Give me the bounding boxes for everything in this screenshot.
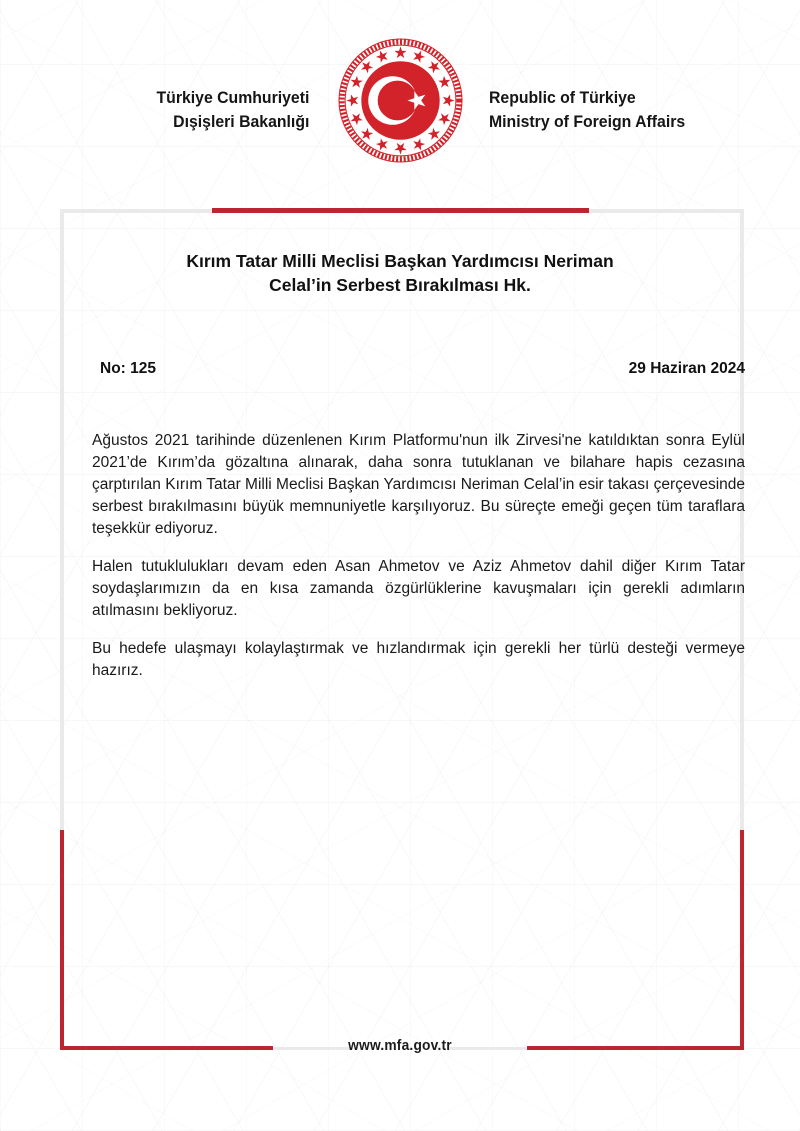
crescent-star-icon bbox=[361, 61, 439, 139]
frame-right-accent-bar bbox=[740, 830, 744, 1050]
document-body bbox=[92, 430, 745, 698]
paragraph: Bu hedefe ulaşmayı kolaylaştırmak ve hızlandırmak için gerekli her türlü desteği vermeye hazırız. bbox=[92, 640, 745, 679]
frame-left-accent-bar bbox=[60, 830, 64, 1050]
document-date: 29 Haziran 2024 bbox=[628, 360, 745, 377]
ministry-name-en-line1: Republic of Türkiye bbox=[489, 88, 636, 107]
mfa-emblem-icon bbox=[337, 37, 464, 164]
ministry-name-turkish bbox=[156, 86, 309, 133]
ministry-name-english bbox=[489, 86, 685, 133]
document-meta-row bbox=[100, 360, 745, 378]
frame-bottom-accent-bar-right bbox=[527, 1046, 744, 1050]
document-title bbox=[100, 250, 700, 297]
paragraph: Halen tutuklulukları devam eden Asan Ahmetov ve Aziz Ahmetov dahil diğer Kırım Tatar soydaşlarımızın da en kısa zamanda özgürlüklerine kavuşmaları için gerekli adımların atılmasını bekliyoruz. bbox=[92, 558, 745, 619]
ministry-name-tr-line2: Dışişleri Bakanlığı bbox=[172, 111, 309, 131]
paragraph: Ağustos 2021 tarihinde düzenlenen Kırım Platformu'nun ilk Zirvesi'ne katıldıktan sonra Eylül 2021’de Kırım’da gözaltına alınarak, daha sonra tutuklanan ve bilahare hapis cezasına çarptırılan Kırım Tatar Milli Meclisi Başkan Yardımcısı Neriman Celal’in esir takası çerçevesinde serbest bırakılmasını büyük memnuniyetle karşılıyoruz. Bu süreçte emeği geçen tüm taraflara teşekkür ediyoruz. bbox=[92, 432, 745, 537]
frame-bottom-accent-bar-left bbox=[60, 1046, 273, 1050]
ministry-name-en-line2: Ministry of Foreign Affairs bbox=[489, 111, 686, 131]
frame-left-line bbox=[60, 209, 64, 830]
document-title-line2: Celal’in Serbest Bırakılması Hk. bbox=[269, 274, 531, 295]
frame-top-accent-bar bbox=[212, 208, 589, 213]
document-title-line1: Kırım Tatar Milli Meclisi Başkan Yardımcısı Neriman bbox=[186, 251, 614, 271]
document-number: No: 125 bbox=[100, 360, 156, 377]
ministry-name-tr-line1: Türkiye Cumhuriyeti bbox=[156, 88, 309, 107]
website-url: www.mfa.gov.tr bbox=[348, 1038, 452, 1054]
